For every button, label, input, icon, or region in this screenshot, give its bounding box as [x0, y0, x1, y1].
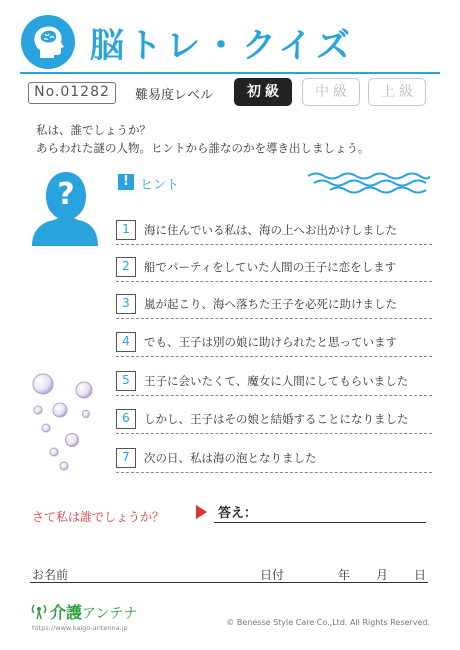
header-divider	[20, 72, 440, 74]
kaigo-antenna-logo	[30, 600, 190, 630]
svg-text:?: ?	[57, 177, 75, 212]
hint-underline	[116, 244, 432, 245]
level-beginner-badge: 初級	[234, 78, 292, 106]
logo-main-text: 介護	[50, 603, 83, 622]
day-label: 日	[414, 568, 427, 582]
intro-line-1: 私は、誰でしょうか？	[36, 123, 151, 137]
header	[20, 14, 440, 76]
hint-text: 嵐が起こり、海へ落ちた王子を必死に助けました	[144, 297, 397, 311]
question-text: さて私は誰でしょうか？	[32, 510, 165, 524]
name-date-field[interactable]	[30, 582, 428, 583]
hint-text: 海に住んでいる私は、海の上へお出かけしました	[144, 223, 397, 237]
hint-item	[116, 330, 432, 356]
hint-number: 2	[116, 257, 136, 277]
hint-item	[116, 218, 432, 244]
name-label: お名前	[32, 568, 69, 582]
hint-underline	[116, 433, 432, 434]
logo-sub-text: アンテナ	[82, 606, 138, 622]
answer-field[interactable]	[214, 522, 426, 523]
hint-number: 1	[116, 220, 136, 240]
hint-item	[116, 369, 432, 395]
hint-underline	[116, 356, 432, 357]
hint-text: でも、王子は別の娘に助けられたと思っています	[144, 335, 397, 349]
hint-number: 6	[116, 409, 136, 429]
page-title: 脳トレ・クイズ	[90, 26, 354, 66]
hint-text: しかし、王子はその娘と結婚することになりました	[144, 412, 409, 426]
hint-item	[116, 407, 432, 433]
hint-underline	[116, 318, 432, 319]
bubbles-icon	[30, 368, 100, 478]
hint-underline	[116, 395, 432, 396]
hint-item	[116, 446, 432, 472]
logo-url: https://www.kaigo-antenna.jp	[32, 624, 128, 632]
arrow-right-icon	[196, 505, 207, 519]
hint-number: 3	[116, 294, 136, 314]
copyright-text: © Benesse Style Care Co.,Ltd. All Rights Reserved.	[226, 618, 430, 627]
hint-item	[116, 292, 432, 318]
hint-number: 7	[116, 448, 136, 468]
hint-text: 王子に会いたくて、魔女に人間にしてもらいました	[144, 374, 409, 388]
intro-line-2: あらわれた謎の人物。ヒントから誰なのかを導き出しましょう。	[36, 141, 370, 155]
hint-number: 4	[116, 332, 136, 352]
wave-icon	[308, 170, 430, 196]
difficulty-label: 難易度レベル	[135, 88, 214, 103]
month-label: 月	[376, 568, 389, 582]
year-label: 年	[338, 568, 351, 582]
level-advanced-badge: 上級	[368, 78, 426, 106]
hint-exclamation-icon: !	[118, 174, 134, 190]
level-intermediate-badge: 中級	[302, 78, 360, 106]
quiz-number: No.01282	[28, 82, 116, 104]
hint-text: 船でパーティをしていた人間の王子に恋をします	[144, 260, 397, 274]
hint-underline	[116, 472, 432, 473]
hint-item	[116, 255, 432, 281]
date-label: 日付	[260, 568, 285, 582]
hint-underline	[116, 281, 432, 282]
hint-heading: ヒント	[140, 178, 180, 193]
antenna-icon	[30, 602, 48, 620]
hint-number: 5	[116, 371, 136, 391]
brain-head-icon	[20, 14, 76, 70]
hint-text: 次の日、私は海の泡となりました	[144, 451, 317, 465]
mystery-person-icon	[30, 168, 100, 248]
answer-label: 答え：	[218, 506, 258, 521]
